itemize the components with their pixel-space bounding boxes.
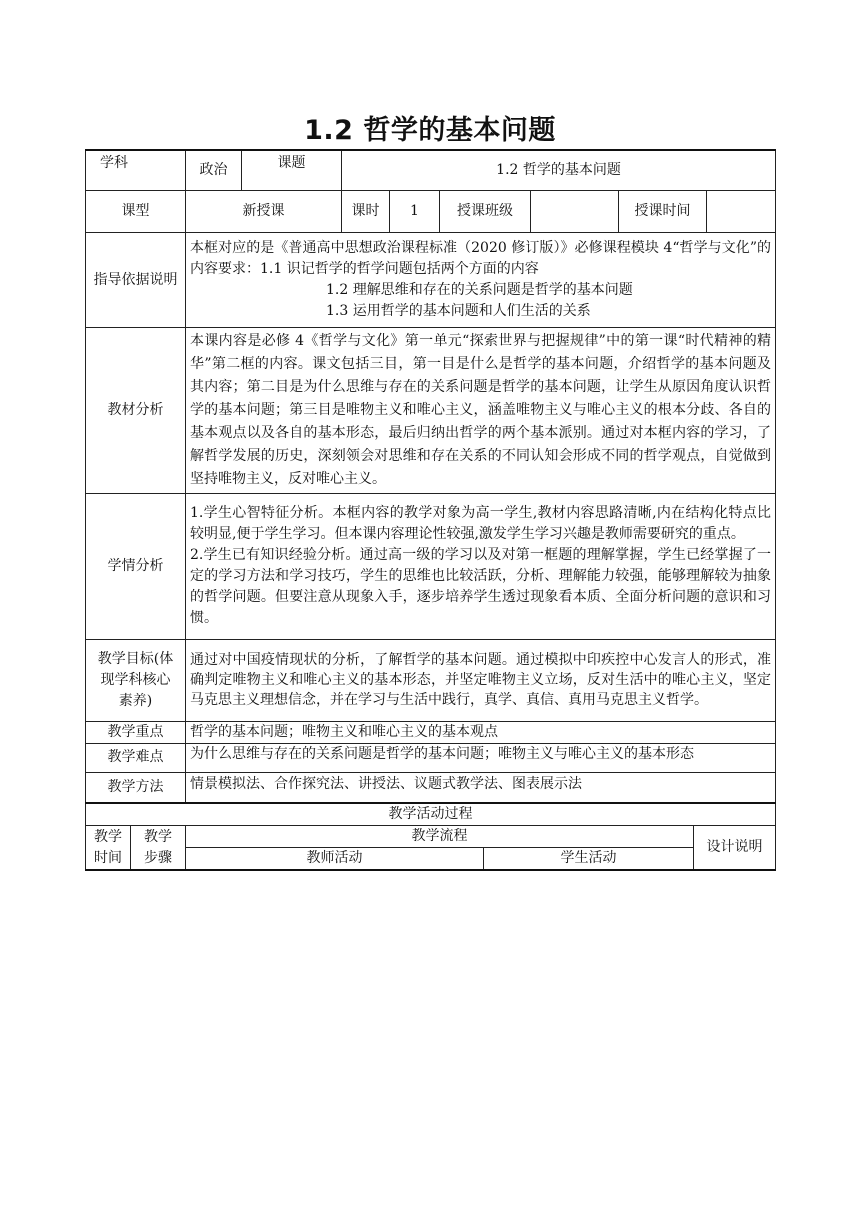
hours-label: 课时 [342, 190, 390, 232]
lesson-value: 1.2 哲学的基本问题 [342, 150, 776, 190]
col-design: 设计说明 [694, 826, 776, 870]
process-header-table [85, 826, 776, 871]
lesson-info-table [85, 149, 776, 826]
subject-label: 学科 [86, 150, 186, 190]
methods-label: 教学方法 [86, 772, 186, 803]
methods-content: 情景模拟法、合作探究法、讲授法、议题式教学法、图表展示法 [186, 772, 776, 803]
students-para-1: 1.学生心智特征分析。本框内容的教学对象为高一学生,教材内容思路清晰,内在结构化特点比较明显,便于学生学习。但本课内容理论性较强,激发学生学习兴趣是教师需要研究的重点。 [190, 505, 772, 542]
guidance-line-1: 本框对应的是《普通高中思想政治课程标准（2020 修订版）》必修课程模块 4“哲学与文化”的内容要求：1.1 识记哲学的哲学问题包括两个方面的内容 [190, 239, 772, 277]
guidance-content [186, 232, 776, 327]
lesson-plan-table [85, 149, 775, 871]
page-title: 1.2 哲学的基本问题 [304, 115, 556, 146]
col-time: 教学时间 [86, 826, 131, 870]
key-points-label: 教学重点 [86, 721, 186, 743]
type-value: 新授课 [186, 190, 342, 232]
textbook-analysis: 本课内容是必修 4《哲学与文化》第一单元“探索世界与把握规律”中的第一课“时代精神的精华”第二框的内容。课文包括三目，第一目是什么是哲学的基本问题，介绍哲学的基本问题及其内容；第二目是为什么思维与存在的关系问题是哲学的基本问题，让学生从原因角度认识哲学的基本问题；第三目是唯物主义和唯心主义，涵盖唯物主义与唯心主义的根本分歧、各自的基本观点以及各自的基本形态，最后归纳出哲学的两个基本派别。通过对本框内容的学习，了解哲学发展的历史，深刻领会对思维和存在关系的不同认知会形成不同的哲学观点，自觉做到坚持唯物主义，反对唯心主义。 [186, 327, 776, 493]
lesson-label: 课题 [242, 150, 342, 190]
students-para-2: 2.学生已有知识经验分析。通过高一级的学习以及对第一框题的理解掌握，学生已经掌握了一定的学习方法和学习技巧，学生的思维也比较活跃，分析、理解能力较强，能够理解较为抽象的哲学问题。但要注意从现象入手，逐步培养学生透过现象看本质、全面分析问题的意识和习惯。 [190, 547, 772, 626]
hours-value: 1 [390, 190, 440, 232]
key-points-content: 哲学的基本问题；唯物主义和唯心主义的基本观点 [186, 721, 776, 743]
time-value [707, 190, 776, 232]
goals-content: 通过对中国疫情现状的分析，了解哲学的基本问题。通过模拟中印疾控中心发言人的形式，准确判定唯物主义和唯心主义的基本形态，并坚定唯物主义立场，反对生活中的唯心主义，坚定马克思主义理想信念，并在学习与生活中践行，真学、真信、真用马克思主义哲学。 [186, 639, 776, 721]
col-flow: 教学流程 [186, 826, 694, 848]
type-label: 课型 [86, 190, 186, 232]
class-value [531, 190, 619, 232]
time-label: 授课时间 [619, 190, 707, 232]
guidance-label: 指导依据说明 [86, 232, 186, 327]
col-student: 学生活动 [484, 848, 694, 871]
textbook-label: 教材分析 [86, 327, 186, 493]
difficulties-content: 为什么思维与存在的关系问题是哲学的基本问题；唯物主义与唯心主义的基本形态 [186, 743, 776, 772]
students-label: 学情分析 [86, 493, 186, 639]
col-steps: 教学步骤 [131, 826, 186, 870]
col-teacher: 教师活动 [186, 848, 484, 871]
students-content [186, 493, 776, 639]
guidance-line-2: 1.2 理解思维和存在的关系问题是哲学的基本问题 [326, 281, 633, 298]
class-label: 授课班级 [440, 190, 531, 232]
goals-label: 教学目标(体现学科核心素养) [86, 639, 186, 721]
guidance-line-3: 1.3 运用哲学的基本问题和人们生活的关系 [326, 302, 591, 319]
subject-value: 政治 [186, 150, 242, 190]
process-title: 教学活动过程 [86, 803, 776, 826]
difficulties-label: 教学难点 [86, 743, 186, 772]
